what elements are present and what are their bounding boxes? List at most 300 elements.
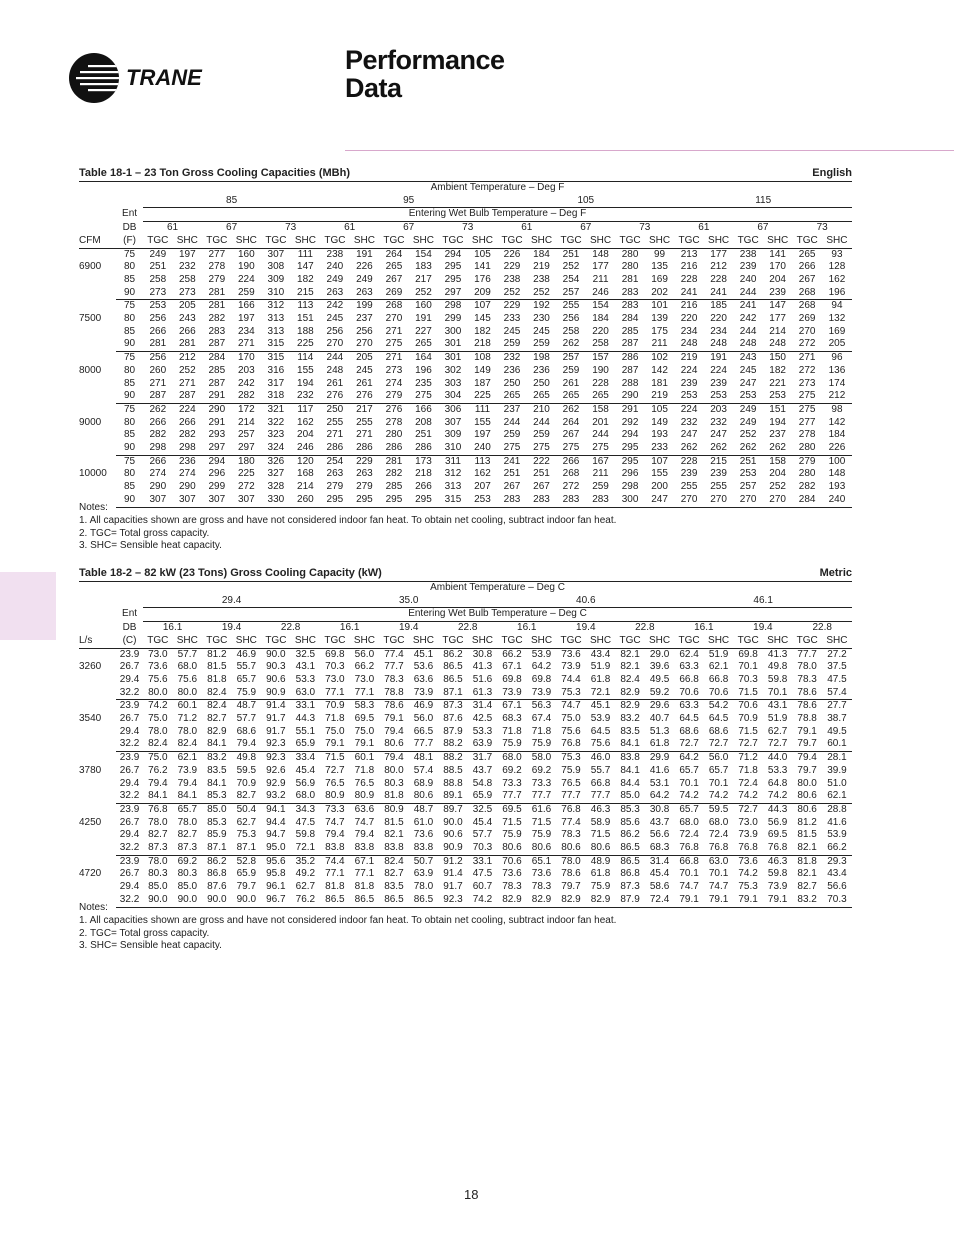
tgc-value: 72.7 — [733, 803, 763, 816]
shc-value: 224 — [710, 364, 727, 376]
table-row — [79, 738, 852, 751]
shc-value: 82.4 — [173, 738, 203, 751]
tgc-value: 70.6 — [497, 855, 527, 868]
tgc-value: 317 — [267, 377, 285, 389]
tgc-value: 91.4 — [443, 868, 463, 880]
entering-db-value: 26.7 — [119, 868, 140, 880]
shc-value: 78.0 — [177, 725, 198, 737]
airflow-cell — [79, 248, 116, 261]
tgc-value: 70.1 — [679, 868, 699, 880]
tgc-value: 244 — [503, 416, 521, 428]
tgc-value: 78.3 — [561, 829, 581, 841]
shc-value: 160 — [232, 248, 262, 261]
tgc-value: 63.3 — [674, 700, 704, 713]
tgc-value: 76.8 — [556, 738, 586, 751]
shc-column-header: SHC — [232, 235, 262, 248]
tgc-value: 232 — [497, 352, 527, 365]
tgc-value: 248 — [733, 338, 763, 351]
shc-value: 246 — [291, 442, 321, 455]
shc-value: 255 — [710, 481, 727, 493]
shc-value: 62.1 — [822, 790, 852, 803]
tgc-value: 70.6 — [674, 687, 704, 700]
flow-column-header: CFM — [79, 235, 116, 248]
tgc-value: 238 — [733, 248, 763, 261]
shc-value: 224 — [238, 273, 255, 285]
tgc-value: 228 — [680, 273, 698, 285]
airflow-cell — [79, 274, 116, 287]
wet-bulb-value: 61 — [344, 222, 356, 234]
tgc-value: 94.7 — [266, 829, 286, 841]
tgc-value: 273 — [385, 364, 403, 376]
tgc-value: 71.5 — [320, 752, 350, 765]
shc-value: 266 — [178, 325, 196, 337]
shc-value: 248 — [704, 338, 734, 351]
tgc-value: 82.7 — [207, 713, 227, 725]
shc-value: 60.1 — [822, 738, 852, 751]
shc-value: 259 — [592, 481, 609, 493]
tgc-column-header: TGC — [674, 635, 704, 648]
shc-value: 66.5 — [413, 725, 434, 737]
shc-value: 63.9 — [468, 738, 498, 751]
tgc-value: 232 — [680, 416, 698, 428]
shc-value: 225 — [291, 338, 321, 351]
tgc-value: 297 — [438, 287, 468, 300]
ambient-temperature-value: 95 — [320, 195, 497, 208]
shc-value: 191 — [704, 352, 734, 365]
tgc-value: 78.6 — [561, 868, 581, 880]
shc-value: 83.8 — [350, 842, 380, 855]
tgc-value: 321 — [261, 403, 291, 416]
shc-value: 59.8 — [767, 868, 788, 880]
shc-value: 56.9 — [767, 816, 788, 828]
tgc-value: 326 — [261, 455, 291, 468]
shc-value: 69.8 — [531, 673, 552, 685]
tgc-value: 309 — [267, 273, 285, 285]
tgc-value: 90.3 — [266, 661, 286, 673]
entering-db-value: 75 — [116, 455, 143, 468]
tgc-value: 288 — [621, 377, 639, 389]
airflow-cell — [79, 378, 116, 391]
tgc-value: 264 — [379, 248, 409, 261]
tgc-value: 82.9 — [556, 894, 586, 907]
tgc-value: 294 — [438, 248, 468, 261]
shc-value: 47.5 — [472, 868, 493, 880]
shc-column-header: SHC — [645, 235, 675, 248]
shc-value: 79.4 — [177, 777, 198, 789]
shc-value: 263 — [356, 468, 373, 480]
tgc-value: 262 — [143, 403, 173, 416]
tgc-value: 276 — [320, 390, 350, 403]
tgc-value: 82.1 — [384, 829, 404, 841]
tgc-value: 312 — [261, 300, 291, 313]
tgc-value: 258 — [562, 325, 580, 337]
shc-value: 72.7 — [763, 738, 793, 751]
tgc-value: 280 — [385, 429, 403, 441]
shc-value: 256 — [356, 325, 373, 337]
tgc-value: 270 — [733, 494, 763, 507]
shc-value: 54.8 — [472, 777, 493, 789]
shc-value: 57.7 — [173, 648, 203, 661]
tgc-value: 287 — [208, 377, 226, 389]
tgc-value: 86.5 — [615, 855, 645, 868]
shc-value: 142 — [651, 364, 668, 376]
shc-value: 62.1 — [708, 661, 729, 673]
tgc-value: 78.0 — [148, 816, 168, 828]
tgc-value: 252 — [497, 287, 527, 300]
entering-db-value: 80 — [123, 416, 136, 428]
tgc-value: 310 — [261, 287, 291, 300]
table-row — [79, 481, 852, 494]
tgc-value: 296 — [208, 468, 226, 480]
shc-value: 225 — [468, 390, 498, 403]
shc-value: 69.2 — [173, 855, 203, 868]
tgc-value: 270 — [674, 494, 704, 507]
shc-value: 177 — [592, 261, 609, 273]
tgc-value: 90.9 — [261, 687, 291, 700]
shc-value: 51.3 — [649, 725, 670, 737]
ambient-temperature-value: 40.6 — [497, 595, 674, 608]
shc-value: 77.7 — [527, 790, 557, 803]
tgc-value: 72.7 — [733, 738, 763, 751]
shc-value: 239 — [710, 377, 727, 389]
shc-value: 47.5 — [295, 816, 316, 828]
shc-value: 69.5 — [354, 713, 375, 725]
tgc-value: 247 — [739, 377, 757, 389]
shc-value: 75.3 — [236, 829, 257, 841]
ambient-temperature-value: 85 — [143, 195, 320, 208]
tgc-value: 71.5 — [733, 687, 763, 700]
tgc-value: 82.1 — [620, 661, 640, 673]
entering-wet-bulb-label: Entering Wet Bulb Temperature – Deg F — [143, 208, 852, 222]
shc-value: 108 — [468, 352, 498, 365]
shc-value: 33.4 — [291, 752, 321, 765]
shc-value: 69.5 — [767, 829, 788, 841]
entering-db-value: 75 — [116, 300, 143, 313]
entering-db-value: 85 — [123, 377, 136, 389]
shc-value: 75.9 — [531, 829, 552, 841]
shc-value: 40.7 — [649, 713, 670, 725]
tgc-value: 90.9 — [438, 842, 468, 855]
tgc-column-header: TGC — [497, 235, 527, 248]
shc-value: 295 — [409, 494, 439, 507]
tgc-value: 71.2 — [733, 752, 763, 765]
entering-db-value: 26.7 — [119, 713, 140, 725]
table2-note: 1. All capacities shown are gross and have not considered indoor fan heat. To obtain net cooling, subtract indoor fan heat. — [79, 914, 617, 926]
table-row — [79, 378, 852, 391]
tgc-value: 75.9 — [561, 764, 581, 776]
shc-value: 90.0 — [232, 894, 262, 907]
tgc-value: 80.6 — [792, 803, 822, 816]
table-row — [79, 365, 852, 378]
tgc-value: 73.9 — [497, 687, 527, 700]
shc-value: 68.0 — [291, 790, 321, 803]
tgc-value: 259 — [503, 429, 521, 441]
tgc-column-header: TGC — [320, 235, 350, 248]
shc-value: 271 — [178, 377, 196, 389]
table1-notes — [79, 502, 616, 553]
shc-column-header: SHC — [232, 635, 262, 648]
tgc-value: 85.3 — [202, 790, 232, 803]
entering-db-value: 85 — [123, 325, 136, 337]
tgc-value: 300 — [444, 325, 462, 337]
tgc-value: 82.7 — [148, 829, 168, 841]
shc-value: 31.4 — [645, 855, 675, 868]
tgc-value: 75.0 — [143, 752, 173, 765]
tgc-value: 79.4 — [148, 777, 168, 789]
tgc-value: 295 — [320, 494, 350, 507]
tgc-value: 75.9 — [502, 829, 522, 841]
tgc-value: 76.5 — [325, 777, 345, 789]
tgc-value: 239 — [739, 261, 757, 273]
tgc-value: 291 — [202, 390, 232, 403]
shc-value: 82.7 — [232, 790, 262, 803]
tgc-value: 298 — [621, 481, 639, 493]
wet-bulb-value: 73 — [639, 222, 651, 234]
ambient-temperature-label: Ambient Temperature – Deg C — [143, 582, 852, 595]
tgc-value: 83.2 — [620, 713, 640, 725]
shc-value: 114 — [291, 352, 321, 365]
tgc-value: 79.7 — [792, 738, 822, 751]
tgc-value: 83.5 — [207, 764, 227, 776]
shc-value: 84.1 — [173, 790, 203, 803]
shc-value: 58.0 — [527, 752, 557, 765]
airflow-cell — [79, 648, 116, 661]
shc-value: 279 — [356, 481, 373, 493]
shc-value: 74.2 — [763, 790, 793, 803]
tgc-value: 295 — [379, 494, 409, 507]
shc-value: 232 — [178, 261, 196, 273]
tgc-value: 64.2 — [674, 752, 704, 765]
shc-value: 158 — [763, 455, 793, 468]
shc-value: 217 — [415, 273, 432, 285]
shc-value: 27.7 — [822, 700, 852, 713]
shc-value: 45.4 — [649, 868, 670, 880]
shc-value: 43.7 — [649, 816, 670, 828]
tgc-value: 78.3 — [384, 673, 404, 685]
wet-bulb-value: 61 — [167, 222, 179, 234]
tgc-value: 75.3 — [556, 752, 586, 765]
tgc-value: 82.9 — [497, 894, 527, 907]
shc-value: 51.9 — [590, 661, 611, 673]
tgc-value: 90.6 — [266, 673, 286, 685]
tgc-column-header: TGC — [792, 635, 822, 648]
shc-value: 48.1 — [409, 752, 439, 765]
table-row — [79, 661, 852, 674]
airflow-cell — [79, 481, 116, 494]
shc-value: 33.1 — [291, 700, 321, 713]
table2-title: Table 18-2 – 82 kW (23 Tons) Gross Cooling Capacity (kW) — [79, 567, 382, 579]
shc-value: 79.4 — [232, 738, 262, 751]
shc-value: 105 — [468, 248, 498, 261]
tgc-value: 245 — [503, 325, 521, 337]
shc-value: 120 — [291, 455, 321, 468]
tgc-value: 282 — [149, 429, 167, 441]
shc-value: 204 — [297, 429, 314, 441]
shc-value: 61.6 — [527, 803, 557, 816]
shc-value: 204 — [769, 468, 786, 480]
shc-value: 232 — [291, 390, 321, 403]
tgc-value: 293 — [208, 429, 226, 441]
entering-db-value: 85 — [123, 481, 136, 493]
airflow-cell — [79, 300, 116, 313]
shc-value: 136 — [828, 364, 846, 376]
shc-value: 197 — [238, 313, 255, 325]
tgc-value: 312 — [444, 468, 462, 480]
shc-value: 38.7 — [827, 713, 847, 725]
tgc-value: 88.5 — [443, 764, 463, 776]
tgc-value: 74.2 — [674, 790, 704, 803]
tgc-value: 77.4 — [379, 648, 409, 661]
tgc-value: 74.2 — [143, 700, 173, 713]
shc-value: 237 — [356, 313, 373, 325]
tgc-value: 280 — [615, 248, 645, 261]
shc-value: 69.2 — [531, 764, 552, 776]
table-row — [79, 261, 852, 274]
shc-value: 164 — [409, 352, 439, 365]
tgc-value: 281 — [621, 273, 639, 285]
tgc-value: 71.5 — [502, 816, 522, 828]
shc-value: 166 — [232, 300, 262, 313]
tgc-value: 268 — [379, 300, 409, 313]
tgc-value: 85.3 — [615, 803, 645, 816]
airflow-cell — [79, 455, 116, 468]
ambient-temperature-value: 115 — [674, 195, 852, 208]
tgc-value: 278 — [208, 261, 226, 273]
tgc-value: 267 — [798, 273, 816, 285]
tgc-value: 82.4 — [202, 700, 232, 713]
shc-value: 55.7 — [590, 764, 611, 776]
tgc-value: 278 — [798, 429, 816, 441]
shc-value: 111 — [468, 403, 498, 416]
tgc-value: 273 — [143, 287, 173, 300]
tgc-value: 226 — [497, 248, 527, 261]
tgc-value: 82.4 — [620, 673, 640, 685]
shc-value: 111 — [291, 248, 321, 261]
shc-value: 182 — [297, 273, 314, 285]
tgc-value: 80.0 — [143, 687, 173, 700]
tgc-value: 82.9 — [615, 687, 645, 700]
shc-column-header: SHC — [173, 235, 203, 248]
table2-title-row — [79, 567, 852, 581]
tgc-value: 244 — [733, 287, 763, 300]
table-row — [79, 313, 852, 326]
shc-value: 79.4 — [354, 829, 375, 841]
shc-value: 48.7 — [232, 700, 262, 713]
shc-value: 205 — [822, 338, 852, 351]
spacer-cell — [116, 595, 143, 608]
table1-note: 2. TGC= Total gross capacity. — [79, 527, 210, 539]
table-row — [79, 274, 852, 287]
shc-value: 65.9 — [468, 790, 498, 803]
tgc-value: 262 — [556, 403, 586, 416]
tgc-value: 283 — [615, 287, 645, 300]
tgc-value: 87.6 — [207, 881, 227, 893]
tgc-value: 311 — [438, 455, 468, 468]
shc-column-header: SHC — [586, 235, 616, 248]
tgc-value: 327 — [267, 468, 285, 480]
tgc-value: 78.8 — [379, 687, 409, 700]
shc-value: 157 — [586, 352, 616, 365]
flow-column-header: L/s — [79, 635, 116, 648]
tgc-value: 282 — [798, 481, 816, 493]
ambient-temperature-value: 46.1 — [674, 595, 852, 608]
airflow-cell — [79, 403, 116, 416]
shc-value: 51.6 — [472, 673, 493, 685]
airflow-cell — [79, 778, 116, 791]
shc-value: 56.6 — [649, 829, 670, 841]
tgc-value: 313 — [267, 325, 285, 337]
tgc-value: 90.0 — [261, 648, 291, 661]
tgc-value: 84.1 — [202, 738, 232, 751]
tgc-value: 70.3 — [738, 673, 758, 685]
table-row — [79, 287, 852, 300]
shc-value: 249 — [356, 273, 373, 285]
tgc-value: 281 — [143, 338, 173, 351]
shc-value: 298 — [173, 442, 203, 455]
shc-value: 212 — [710, 261, 727, 273]
wet-bulb-value: 22.8 — [635, 622, 655, 634]
shc-value: 270 — [704, 494, 734, 507]
airflow-cell — [79, 326, 116, 339]
shc-value: 282 — [178, 429, 196, 441]
shc-value: 45.1 — [586, 700, 616, 713]
shc-value: 61.8 — [590, 868, 611, 880]
shc-value: 29.0 — [645, 648, 675, 661]
shc-column-header: SHC — [291, 635, 321, 648]
shc-value: 53.3 — [767, 764, 788, 776]
shc-value: 45.1 — [409, 648, 439, 661]
shc-value: 162 — [297, 416, 314, 428]
tgc-value: 79.1 — [674, 894, 704, 907]
tgc-value: 318 — [261, 390, 291, 403]
tgc-value: 74.7 — [679, 881, 699, 893]
shc-value: 172 — [232, 403, 262, 416]
tgc-value: 84.1 — [620, 764, 640, 776]
shc-column-header: SHC — [763, 635, 793, 648]
tgc-value: 245 — [326, 313, 344, 325]
shc-column-header: SHC — [350, 235, 380, 248]
db-label: DB — [122, 621, 137, 633]
shc-value: 229 — [350, 455, 380, 468]
shc-value: 90.0 — [173, 894, 203, 907]
wet-bulb-value: 73 — [462, 222, 474, 234]
shc-value: 147 — [763, 300, 793, 313]
tgc-value: 254 — [320, 455, 350, 468]
tgc-value: 92.3 — [261, 752, 291, 765]
tgc-value: 74.4 — [320, 855, 350, 868]
shc-value: 50.4 — [232, 803, 262, 816]
table-row — [79, 674, 852, 687]
shc-value: 44.3 — [763, 803, 793, 816]
shc-value: 66.2 — [822, 842, 852, 855]
shc-value: 181 — [651, 377, 668, 389]
tgc-value: 90.0 — [443, 816, 463, 828]
shc-value: 170 — [232, 352, 262, 365]
entering-db-value: 75 — [116, 403, 143, 416]
shc-value: 252 — [409, 287, 439, 300]
tgc-value: 91.7 — [266, 713, 286, 725]
shc-value: 44.3 — [295, 713, 316, 725]
shc-value: 67.1 — [350, 855, 380, 868]
shc-value: 265 — [409, 338, 439, 351]
tgc-value: 238 — [503, 273, 521, 285]
shc-value: 31.4 — [468, 700, 498, 713]
entering-db-value: 23.9 — [116, 855, 143, 868]
tgc-value: 268 — [792, 300, 822, 313]
tgc-value: 255 — [556, 300, 586, 313]
tgc-value: 265 — [497, 390, 527, 403]
table-row — [79, 842, 852, 855]
